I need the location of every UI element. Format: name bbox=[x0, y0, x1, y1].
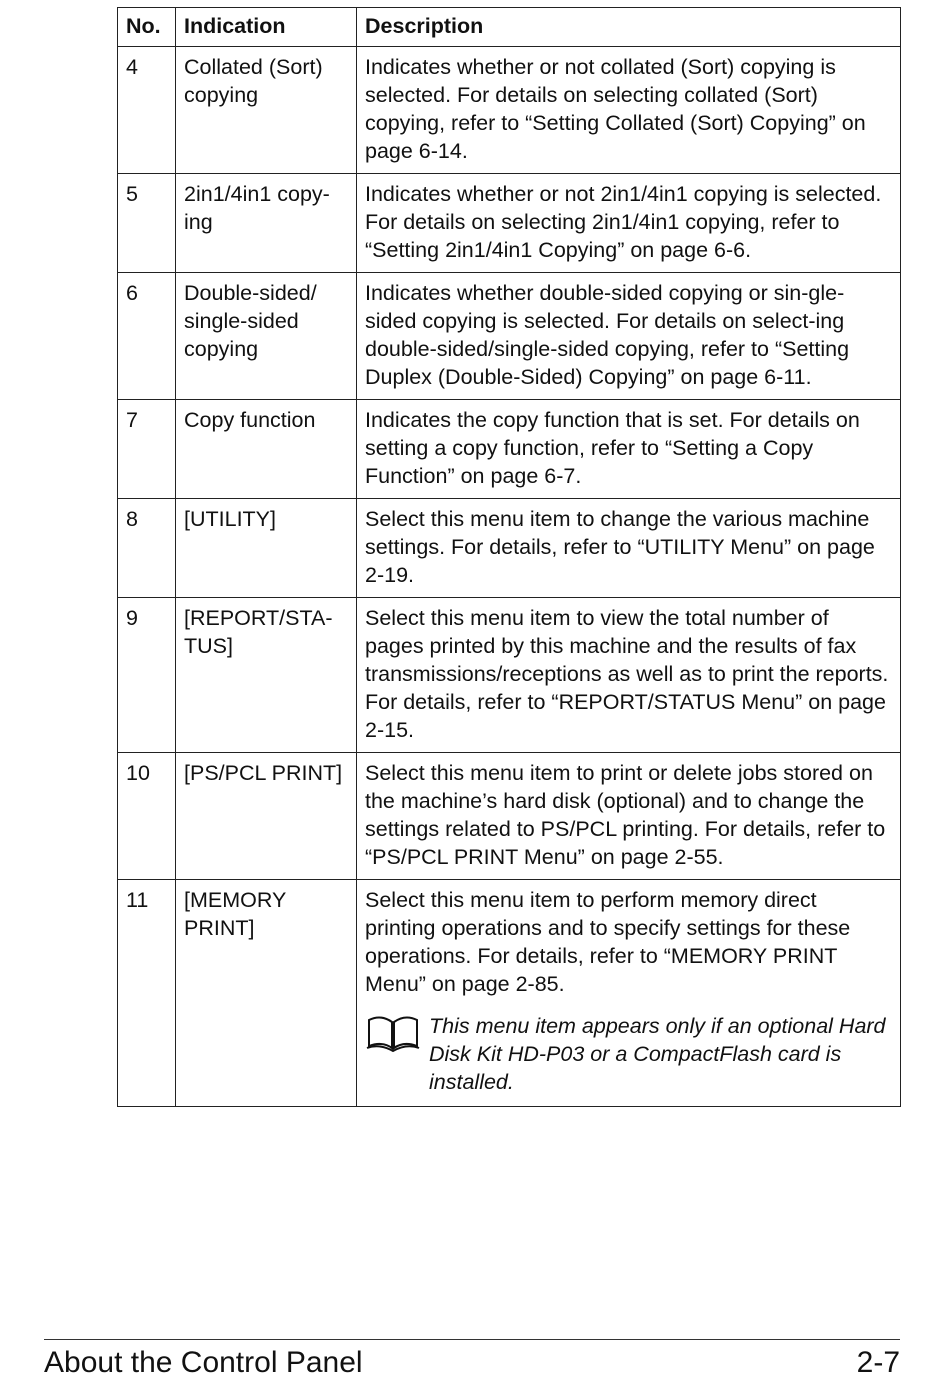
row-number: 4 bbox=[118, 47, 176, 174]
row-description: Select this menu item to print or delete jobs stored on the machine’s hard disk (optional) and to change the settings related to PS/PCL printing. For details, refer to “PS/PCL PRINT Menu” on page 2-55. bbox=[357, 753, 901, 880]
row-number: 8 bbox=[118, 499, 176, 598]
row-indication: 2in1/4in1 copy-ing bbox=[176, 174, 357, 273]
row-description: Indicates the copy function that is set. For details on setting a copy function, refer to “Setting a Copy Function” on page 6-7. bbox=[357, 400, 901, 499]
footer-page-number: 2-7 bbox=[856, 1346, 900, 1379]
row-number: 10 bbox=[118, 753, 176, 880]
row-indication: [UTILITY] bbox=[176, 499, 357, 598]
row-indication: Double-sided/ single-sided copying bbox=[176, 273, 357, 400]
table-row bbox=[118, 47, 901, 174]
table-row bbox=[118, 598, 901, 753]
open-book-note-icon bbox=[365, 1014, 421, 1054]
row-number: 9 bbox=[118, 598, 176, 753]
table-row bbox=[118, 174, 901, 273]
row-description: Select this menu item to perform memory direct printing operations and to specify settings for these operations. For details, refer to “MEMORY PRINT Menu” on page 2-85. bbox=[365, 888, 851, 996]
row-number: 6 bbox=[118, 273, 176, 400]
row-description: Indicates whether or not 2in1/4in1 copying is selected. For details on selecting 2in1/4in1 copying, refer to “Setting 2in1/4in1 Copying” on page 6-6. bbox=[357, 174, 901, 273]
row-description: Select this menu item to change the various machine settings. For details, refer to “UTILITY Menu” on page 2-19. bbox=[357, 499, 901, 598]
table-row bbox=[118, 499, 901, 598]
row-indication: Copy function bbox=[176, 400, 357, 499]
row-description: Select this menu item to view the total number of pages printed by this machine and the results of fax transmissions/receptions as well as to print the reports. For details, refer to “REPORT/STATUS Menu” on page 2-15. bbox=[357, 598, 901, 753]
indication-table bbox=[117, 7, 901, 1107]
row-description: Indicates whether or not collated (Sort) copying is selected. For details on selecting collated (Sort) copying, refer to “Setting Collated (Sort) Copying” on page 6-14. bbox=[357, 47, 901, 174]
row-indication: [MEMORY PRINT] bbox=[176, 880, 357, 1107]
note-block bbox=[365, 1012, 892, 1096]
table-header-row bbox=[118, 8, 901, 47]
table-row bbox=[118, 880, 901, 1107]
row-indication: [REPORT/STA-TUS] bbox=[176, 598, 357, 753]
header-indication: Indication bbox=[176, 8, 357, 47]
row-number: 5 bbox=[118, 174, 176, 273]
note-text: This menu item appears only if an optional Hard Disk Kit HD-P03 or a CompactFlash card is installed. bbox=[429, 1014, 886, 1094]
row-indication: [PS/PCL PRINT] bbox=[176, 753, 357, 880]
row-number: 11 bbox=[118, 880, 176, 1107]
row-number: 7 bbox=[118, 400, 176, 499]
footer-section-title: About the Control Panel bbox=[44, 1346, 363, 1379]
row-indication: Collated (Sort) copying bbox=[176, 47, 357, 174]
row-description: Indicates whether double-sided copying or sin-gle-sided copying is selected. For details on select-ing double-sided/single-sided copying, refer to “Setting Duplex (Double-Sided) Copying” on page 6-11. bbox=[357, 273, 901, 400]
footer-divider bbox=[44, 1339, 900, 1340]
table-row bbox=[118, 273, 901, 400]
header-no: No. bbox=[118, 8, 176, 47]
header-description: Description bbox=[357, 8, 901, 47]
row-description-cell bbox=[357, 880, 901, 1107]
table-row bbox=[118, 400, 901, 499]
table-row bbox=[118, 753, 901, 880]
